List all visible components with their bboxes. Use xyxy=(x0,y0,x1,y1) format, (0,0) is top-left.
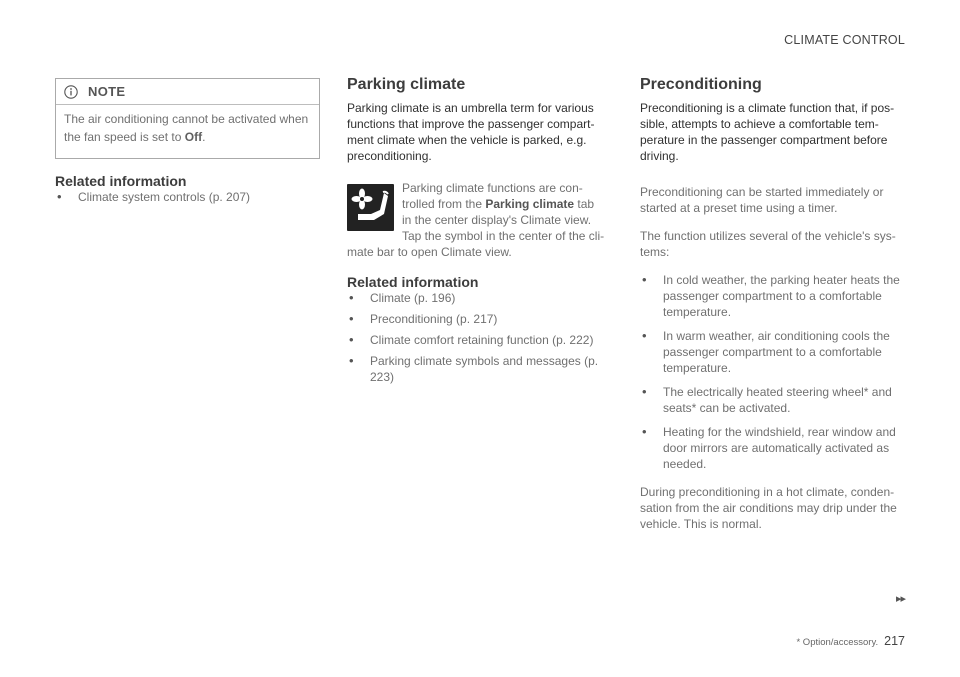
info-icon xyxy=(64,85,78,99)
note-bold-term: Off xyxy=(184,130,203,144)
list-item: • In warm weather, air conditioning cools the passenger compartment to a comfortable temperature. xyxy=(640,328,905,376)
column-middle xyxy=(347,76,605,390)
related-link[interactable]: • Parking climate symbols and messages (p. 223) xyxy=(347,353,605,385)
column-left xyxy=(55,78,320,205)
footnote: * Option/accessory. xyxy=(796,637,879,648)
related-info-heading: Related information xyxy=(55,173,187,189)
section-heading-parking-climate: Parking climate xyxy=(347,76,466,93)
paragraph: Preconditioning can be started immediately or started at a preset time using a timer. xyxy=(640,185,884,215)
section-heading-preconditioning: Preconditioning xyxy=(640,76,762,93)
list-item: • In cold weather, the parking heater heats the passenger compartment to a comfortable temperature. xyxy=(640,272,905,320)
parking-climate-intro: Parking climate is an umbrella term for various functions that improve the passenger compart-ment climate when the vehicle is parked, e.g. preconditioning. xyxy=(347,101,595,163)
note-header xyxy=(56,79,319,105)
related-info-heading: Related information xyxy=(347,274,479,290)
related-link[interactable]: • Climate comfort retaining function (p. 222) xyxy=(347,332,605,348)
related-link[interactable]: • Preconditioning (p. 217) xyxy=(347,311,605,327)
preconditioning-intro: Preconditioning is a climate function that, if pos-sible, attempts to achieve a comfortable tem-perature in the passenger compartment before driving. xyxy=(640,101,895,163)
note-box xyxy=(55,78,320,159)
list-item: • Heating for the windshield, rear window and door mirrors are automatically activated as needed. xyxy=(640,424,905,472)
paragraph: The function utilizes several of the vehicle's sys-tems: xyxy=(640,229,896,259)
related-info-list xyxy=(55,189,320,205)
note-title: NOTE xyxy=(88,84,126,99)
list-item: • The electrically heated steering wheel* and seats* can be activated. xyxy=(640,384,905,416)
page-number: 217 xyxy=(884,634,905,648)
page-footer xyxy=(796,634,905,648)
related-link[interactable]: • Climate system controls (p. 207) xyxy=(55,189,320,205)
systems-list xyxy=(640,272,905,472)
paragraph: During preconditioning in a hot climate, conden-sation from the air conditions may drip under the vehicle. This is normal. xyxy=(640,485,897,531)
note-text: The air conditioning cannot be activated when the fan speed is set to Off. xyxy=(64,112,309,144)
related-info-list xyxy=(347,290,605,385)
continue-arrows-icon: ▸▸ xyxy=(895,593,905,605)
section-title: CLIMATE CONTROL xyxy=(784,33,905,47)
parking-climate-body: Parking climate functions are con-trolled from the Parking climate tab in the center display's Climate view. Tap the symbol in the center of the cli-mate bar to open Climate view. xyxy=(347,181,605,259)
related-link[interactable]: • Climate (p. 196) xyxy=(347,290,605,306)
column-right xyxy=(640,76,905,532)
parking-climate-fan-seat-icon xyxy=(347,184,394,231)
parking-climate-tab-term: Parking climate xyxy=(485,197,575,211)
